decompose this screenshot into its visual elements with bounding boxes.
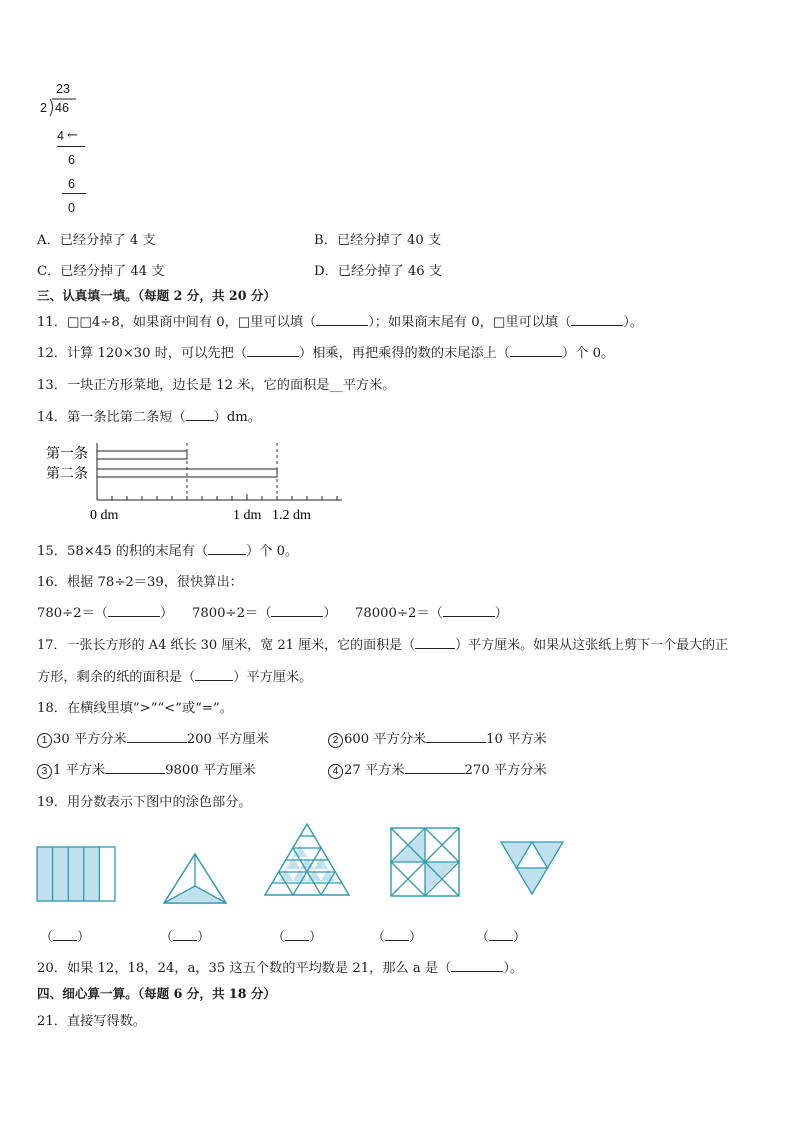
answer-blank[interactable] — [415, 636, 455, 649]
section-heading: 四、细心算一算。（每题 6 分，共 18 分） — [37, 986, 277, 1001]
division-rule — [57, 146, 85, 147]
tick-label-1: 1 dm — [233, 508, 262, 523]
answer-blank[interactable] — [451, 959, 503, 972]
figure-answer-4: （ ） — [372, 930, 423, 945]
figure-rectangle-fractions — [36, 846, 120, 904]
answer-blank[interactable] — [426, 730, 486, 743]
answer-blank[interactable] — [510, 344, 562, 357]
question-14: 14．第一条比第二条短（ ）dm。 — [37, 410, 261, 425]
option-a[interactable]: A．已经分掉了 4 支 — [37, 233, 156, 248]
question-15: 15．58×45 的积的末尾有（ ）个 0。 — [37, 544, 299, 559]
figure-triangle-grid — [264, 822, 352, 898]
quotient: 23 — [56, 82, 71, 96]
answer-blank[interactable] — [208, 542, 246, 555]
figure-triangle-centroid — [162, 852, 230, 906]
question-21: 21．直接写得数。 — [37, 1014, 147, 1029]
answer-blank[interactable] — [285, 928, 309, 941]
question-17-line2: 方形，剩余的纸的面积是（ ）平方厘米。 — [37, 670, 313, 685]
answer-blank[interactable] — [195, 668, 233, 681]
option-b[interactable]: B．已经分掉了 40 支 — [314, 233, 442, 248]
figure-answer-3: （ ） — [272, 930, 323, 945]
answer-blank[interactable] — [108, 604, 160, 617]
answer-blank[interactable] — [105, 761, 165, 774]
question-18: 18．在横线里填“>”“<”或“=”。 — [37, 701, 233, 716]
tick-label-0: 0 dm — [90, 508, 119, 523]
second-bar-label: 第二条 — [46, 467, 88, 482]
figure-answer-1: （ ） — [40, 930, 91, 945]
answer-blank[interactable] — [489, 928, 513, 941]
step2: 6 — [68, 177, 76, 191]
question-11: 11．□□4÷8，如果商中间有 0，□里可以填（ ）；如果商末尾有 0，□里可以填（ ）。 — [37, 315, 644, 330]
question-13: 13．一块正方形菜地，边长是 12 米，它的面积是__平方米。 — [37, 378, 396, 393]
circled-number: 4 — [328, 764, 343, 779]
final-remainder: 0 — [68, 201, 76, 215]
answer-blank[interactable] — [405, 761, 465, 774]
tick-label-1-2: 1.2 dm — [272, 508, 311, 523]
q18-item-4: 4 27 平方米 270 平方分米 — [328, 759, 547, 779]
figure-square-diamond — [389, 826, 463, 900]
question-16-eq3: 78000÷2＝（ ） — [355, 606, 508, 621]
question-20: 20．如果 12，18，24，a，35 这五个数的平均数是 21，那么 a 是（ ）。 — [37, 961, 524, 976]
answer-blank[interactable] — [271, 604, 323, 617]
dividend: 46 — [55, 101, 70, 115]
circled-number: 3 — [37, 764, 52, 779]
section-heading: 三、认真填一填。（每题 2 分，共 20 分） — [37, 288, 277, 303]
first-bar — [97, 451, 187, 459]
option-d[interactable]: D．已经分掉了 46 支 — [314, 264, 443, 279]
question-16-eq1: 780÷2＝（ ） — [37, 606, 174, 621]
divisor: 2 — [40, 101, 48, 115]
figure-inverted-triangle — [499, 840, 567, 896]
q18-item-2: 2 600 平方分米 10 平方米 — [328, 728, 547, 748]
arrow-left-icon: ← — [67, 128, 78, 143]
figure-answer-5: （ ） — [476, 930, 527, 945]
first-bar-label: 第一条 — [46, 447, 88, 462]
question-16: 16．根据 78÷2＝39，很快算出： — [37, 575, 243, 590]
q18-item-1: 1 30 平方分米 200 平方厘米 — [37, 728, 269, 748]
option-c[interactable]: C．已经分掉了 44 支 — [37, 264, 165, 279]
figure-answer-2: （ ） — [160, 930, 211, 945]
length-ruler-diagram — [40, 440, 350, 526]
question-17-line1: 17．一张长方形的 A4 纸长 30 厘米，宽 21 厘米，它的面积是（ ）平方厘米。如果从这张纸上剪下一个最大的正 — [37, 638, 729, 653]
question-19: 19．用分数表示下图中的涂色部分。 — [37, 795, 252, 810]
answer-blank[interactable] — [53, 928, 77, 941]
q18-item-3: 3 1 平方米 9800 平方厘米 — [37, 759, 256, 779]
answer-blank[interactable] — [571, 313, 623, 326]
step1: 4 — [57, 129, 65, 143]
remainder1: 6 — [68, 153, 76, 167]
answer-blank[interactable] — [316, 313, 368, 326]
answer-blank[interactable] — [186, 408, 214, 421]
division-rule — [62, 193, 86, 194]
answer-blank[interactable] — [173, 928, 197, 941]
circled-number: 2 — [328, 733, 343, 748]
question-16-eq2: 7800÷2＝（ ） — [192, 606, 337, 621]
answer-blank[interactable] — [385, 928, 409, 941]
answer-blank[interactable] — [247, 344, 299, 357]
answer-blank[interactable] — [443, 604, 495, 617]
question-12: 12．计算 120×30 时，可以先把（ ）相乘，再把乘得的数的末尾添上（ ）个 0。 — [37, 346, 615, 361]
answer-blank[interactable] — [127, 730, 187, 743]
circled-number: 1 — [37, 733, 52, 748]
